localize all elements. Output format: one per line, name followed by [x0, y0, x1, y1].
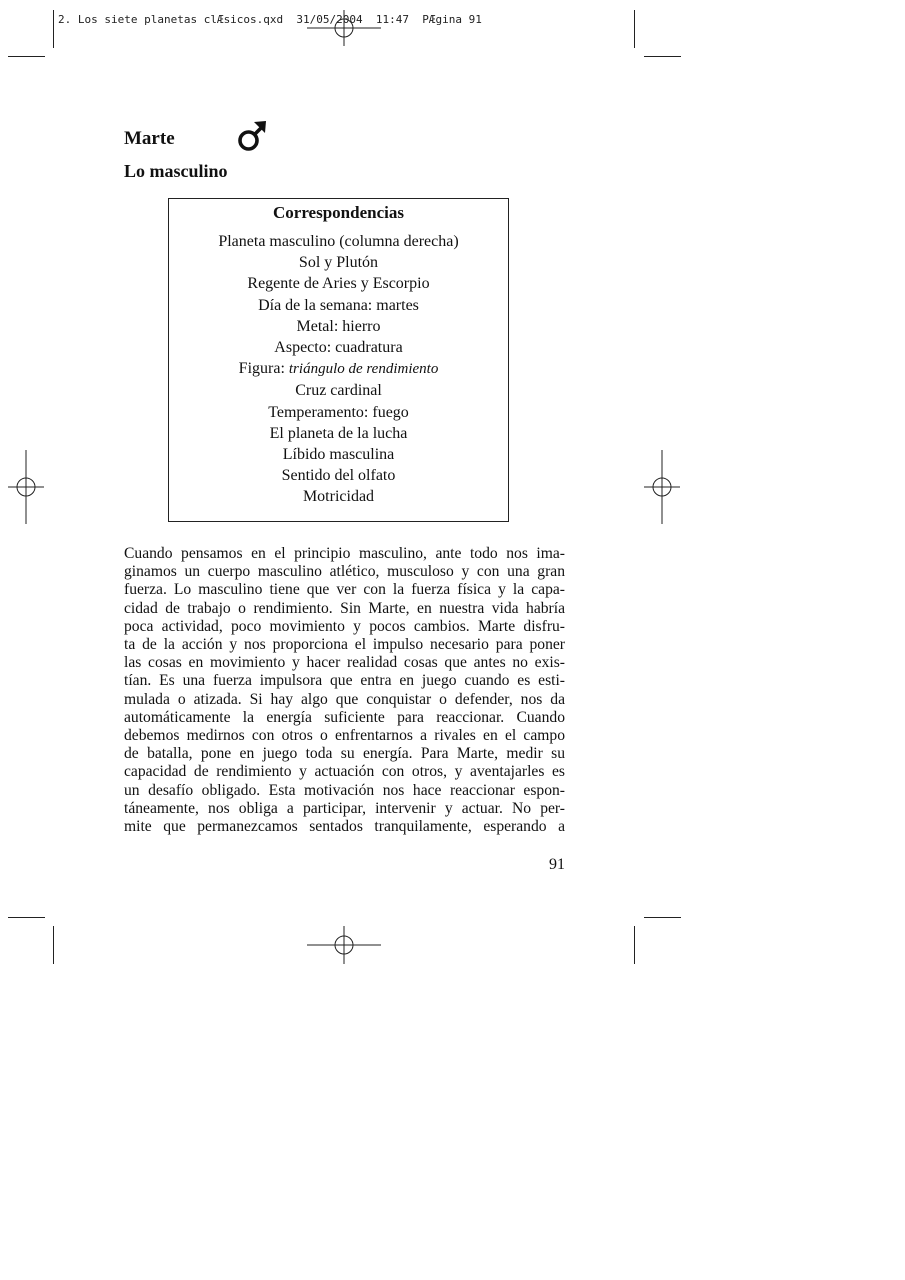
- mars-symbol-icon: [237, 120, 267, 154]
- crop-mark: [8, 917, 45, 918]
- correspondence-item: Líbido masculina: [282, 446, 395, 464]
- correspondence-item: Regente de Aries y Escorpio: [247, 275, 430, 293]
- correspondences-title: Correspondencias: [273, 203, 404, 222]
- correspondence-item: Sol y Plutón: [298, 254, 379, 272]
- text-line: ginamos un cuerpo masculino atlético, musculoso y con una gran: [124, 563, 565, 581]
- text-line: mite que permanezcamos sentados tranquilamente, esperando a: [124, 818, 565, 836]
- text-line: Cuando pensamos en el principio masculino, ante todo nos ima-: [124, 545, 565, 562]
- correspondence-item: Motricidad: [302, 488, 375, 506]
- page-number: 91: [549, 856, 565, 873]
- text-line: cidad de trabajo o rendimiento. Sin Marte, en nuestra vida habría: [124, 599, 565, 617]
- correspondence-item: Planeta masculino (columna derecha): [218, 233, 459, 250]
- crop-mark: [644, 56, 681, 57]
- section-subtitle: Lo masculino: [124, 161, 228, 181]
- crop-mark: [53, 10, 54, 48]
- body-paragraph: [124, 545, 565, 836]
- correspondence-item: [169, 358, 508, 380]
- correspondence-label: Figura:: [238, 360, 289, 378]
- chapter-title: Marte: [124, 128, 175, 149]
- correspondence-item: Aspecto: cuadratura: [274, 339, 403, 357]
- crop-mark: [8, 56, 45, 57]
- correspondence-item: Día de la semana: martes: [258, 296, 419, 314]
- text-line: debemos medirnos con otros o enfrentarnos a rivales en el campo: [124, 727, 565, 745]
- correspondence-item: Sentido del olfato: [281, 467, 396, 485]
- crop-mark: [644, 917, 681, 918]
- registration-mark-icon: [8, 450, 44, 524]
- text-line: de batalla, pone en juego toda su energía. Para Marte, medir su: [124, 745, 565, 763]
- text-line: tían. Es una fuerza impulsora que entra en juego cuando es esti-: [124, 672, 565, 690]
- text-line: las cosas en movimiento y hacer realidad cosas que antes no exis-: [124, 654, 565, 672]
- registration-mark-icon: [644, 450, 680, 524]
- crop-mark: [634, 926, 635, 964]
- text-line: ta de la acción y nos proporciona el impulso necesario para poner: [124, 636, 565, 654]
- registration-mark-icon: [307, 926, 381, 964]
- correspondence-emphasis: triángulo de rendimiento: [288, 361, 439, 378]
- text-line: fuerza. Lo masculino tiene que ver con la fuerza física y la capa-: [124, 581, 565, 599]
- text-line: capacidad de rendimiento y actuación con otros, y aventajarles es: [124, 763, 565, 781]
- correspondence-item: El planeta de la lucha: [269, 424, 408, 442]
- text-line: un desafío obligado. Esta motivación nos hace reaccionar espon-: [124, 781, 565, 799]
- correspondence-item: Cruz cardinal: [295, 382, 382, 400]
- print-slug-line: 2. Los siete planetas clÆsicos.qxd 31/05/2004 11:47 PÆgina 91: [58, 13, 482, 26]
- correspondence-item: Temperamento: fuego: [268, 403, 409, 421]
- text-line: táneamente, nos obliga a participar, intervenir y actuar. No per-: [124, 799, 565, 817]
- registration-mark-icon: [307, 10, 381, 46]
- text-line: automáticamente la energía suficiente para reaccionar. Cuando: [124, 708, 565, 726]
- text-line: mulada o atizada. Si hay algo que conquistar o defender, nos da: [124, 690, 565, 708]
- crop-mark: [634, 10, 635, 48]
- correspondences-box: [168, 198, 509, 522]
- correspondences-list: [169, 231, 508, 508]
- crop-mark: [53, 926, 54, 964]
- text-line: poca actividad, poco movimiento y pocos cambios. Marte disfru-: [124, 617, 565, 635]
- correspondence-item: Metal: hierro: [296, 317, 381, 335]
